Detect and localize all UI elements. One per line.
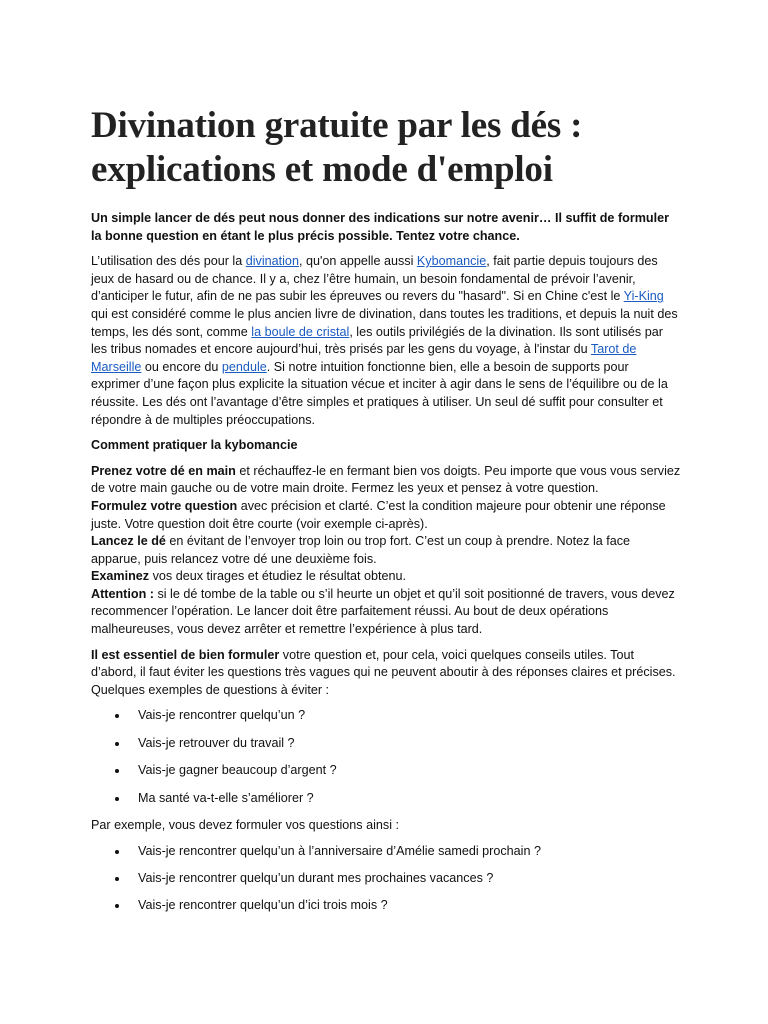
advice-bold: Il est essentiel de bien formuler bbox=[91, 647, 280, 662]
list-item: Vais-je rencontrer quelqu’un durant mes prochaines vacances ? bbox=[138, 870, 681, 888]
list-item: Vais-je rencontrer quelqu’un à l’anniversaire d’Amélie samedi prochain ? bbox=[138, 843, 681, 861]
para1-text-7: . Si notre intuition fonctionne bien, elle a besoin de supports pour exprimer d’une façon plus explicite la situation vécue et inciter à agir dans le sens de l’équilibre ou de la réussite. Les dés ont l’avantage d’être simples et pratiques à utiliser. Un seul dé suffit pour consulter et répondre à de multiples préoccupations. bbox=[91, 359, 668, 427]
intro-paragraph: Un simple lancer de dés peut nous donner des indications sur notre avenir… Il suffit de formuler la bonne question en étant le plus précis possible. Tentez votre chance. bbox=[91, 211, 670, 243]
advice-paragraph bbox=[91, 647, 681, 700]
paragraph-history bbox=[91, 253, 681, 429]
step-2-text: avec précision et clarté. C’est la condition majeure pour obtenir une réponse juste. Votre question doit être courte (voir exemple ci-après). bbox=[91, 498, 666, 531]
para1-text-4: qui est considéré comme le plus ancien livre de divination, dans toutes les traditions, et depuis la nuit des temps, les dés sont, comme bbox=[91, 306, 678, 339]
link-divination[interactable]: divination bbox=[245, 254, 299, 269]
step-5-text: si le dé tombe de la table ou s’il heurte un objet et qu’il soit positionné de travers, vous devez recommencer l’opération. Le lancer doit être parfaitement réussi. Au bout de deux opérations malheureuses, vous devez arrêter et remettre l’expérience à plus tard. bbox=[91, 586, 675, 637]
avoid-questions-list bbox=[91, 707, 681, 807]
step-4-text: vos deux tirages et étudiez le résultat obtenu. bbox=[149, 569, 407, 584]
good-questions-list bbox=[91, 843, 681, 915]
section-heading: Comment pratiquer la kybomancie bbox=[91, 438, 298, 453]
step-3-text: en évitant de l’envoyer trop loin ou trop fort. C’est un coup à prendre. Notez la face apparue, puis relancez votre dé une deuxième fois. bbox=[91, 534, 631, 566]
para1-text-1: L’utilisation des dés pour la bbox=[91, 254, 246, 269]
step-4-label: Examinez bbox=[91, 569, 150, 584]
step-3-label: Lancez le dé bbox=[91, 534, 166, 549]
step-2-label: Formulez votre question bbox=[91, 498, 238, 513]
list-item: Ma santé va-t-elle s’améliorer ? bbox=[138, 790, 681, 808]
list-item: Vais-je gagner beaucoup d’argent ? bbox=[138, 762, 681, 780]
link-pendule[interactable]: pendule bbox=[221, 359, 267, 374]
link-kybomancie[interactable]: Kybomancie bbox=[416, 254, 487, 269]
para1-text-3: , fait partie depuis toujours des jeux de hasard ou de chance. Il y a, chez l’être humain, un besoin fondamental de prévoir l’avenir, d’anticiper le futur, afin de ne pas subir les épreuves ou revers du "hasard". Si en Chine c'est le bbox=[91, 254, 658, 304]
list-item: Vais-je rencontrer quelqu’un d’ici trois mois ? bbox=[138, 897, 681, 915]
step-1-text: et réchauffez-le en fermant bien vos doigts. Peu importe que vous vous serviez de votre main gauche ou de votre main droite. Fermez les yeux et pensez à votre question. bbox=[91, 463, 681, 496]
list-item: Vais-je retrouver du travail ? bbox=[138, 735, 681, 753]
list-item: Vais-je rencontrer quelqu’un ? bbox=[138, 707, 681, 725]
steps-paragraph bbox=[91, 463, 681, 639]
link-boule-de-cristal[interactable]: la boule de cristal bbox=[251, 324, 350, 339]
para1-text-2: , qu'on appelle aussi bbox=[298, 254, 417, 269]
page-title: Divination gratuite par les dés : explications et mode d'emploi bbox=[91, 105, 583, 190]
advice-text: votre question et, pour cela, voici quelques conseils utiles. Tout d’abord, il faut éviter les questions très vagues qui ne peuvent aboutir à des réponses claires et précises. Quelques exemples de questions à éviter : bbox=[91, 647, 676, 697]
para1-text-5: , les outils privilégiés de la divination. Ils sont utilisés par les tribus nomades et encore aujourd’hui, très prisés par les gens du voyage, à l'instar du bbox=[91, 324, 663, 357]
step-5-label: Attention : bbox=[91, 586, 154, 601]
para1-text-6: ou encore du bbox=[141, 359, 222, 374]
link-yi-king[interactable]: Yi-King bbox=[623, 289, 664, 304]
step-1-label: Prenez votre dé en main bbox=[91, 463, 236, 478]
link-tarot-de-marseille[interactable]: Tarot de Marseille bbox=[91, 342, 637, 374]
document-page bbox=[91, 104, 681, 925]
example-paragraph: Par exemple, vous devez formuler vos questions ainsi : bbox=[91, 818, 399, 832]
